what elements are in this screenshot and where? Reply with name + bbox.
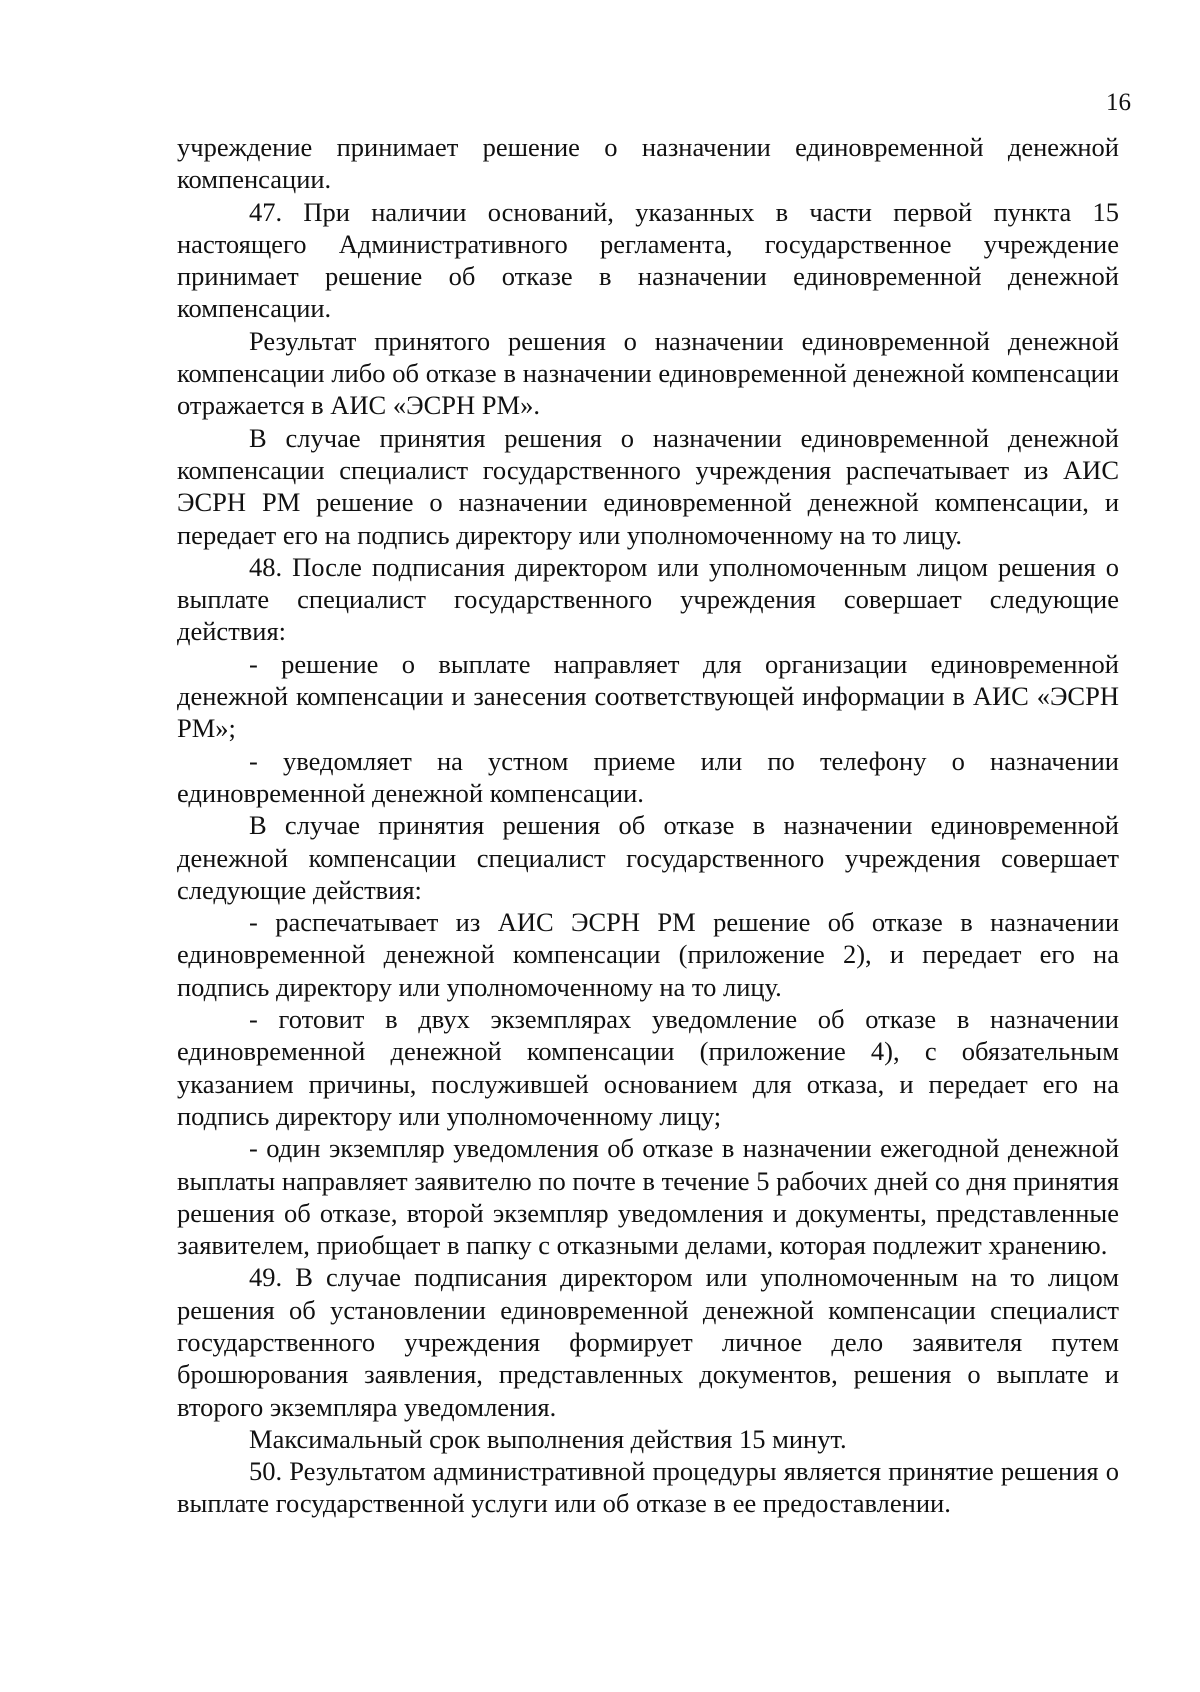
list-item-prepare-notice: - готовит в двух экземплярах уведомление об отказе в назначении единовременной денежной компенсации (приложение 4), с обязательным указанием причины, послужившей основанием для отказа, и передает его на подпись директору или уполномоченному лицу;	[177, 1004, 1119, 1131]
paragraph-continuation: учреждение принимает решение о назначении единовременной денежной компенсации.	[177, 132, 1119, 195]
paragraph-49: 49. В случае подписания директором или уполномоченным на то лицом решения об установлении единовременной денежной компенсации специалист государственного учреждения формирует личное дело заявителя путем брошюрования заявления, представленных документов, решения о выплате и второго экземпляра уведомления.	[177, 1262, 1119, 1422]
paragraph-refusal-case: В случае принятия решения об отказе в назначении единовременной денежной компенсации специалист государственного учреждения совершает следующие действия:	[177, 810, 1119, 905]
paragraph-approval-case: В случае принятия решения о назначении единовременной денежной компенсации специалист государственного учреждения распечатывает из АИС ЭСРН РМ решение о назначении единовременной денежной компенсации, и передает его на подпись директору или уполномоченному на то лицу.	[177, 422, 1119, 550]
page-number: 16	[1106, 89, 1131, 116]
list-item-print-refusal: - распечатывает из АИС ЭСРН РМ решение об отказе в назначении единовременной денежной компенсации (приложение 2), и передает его на подпись директору или уполномоченному на то лицу.	[177, 907, 1119, 1002]
list-item-send-decision: - решение о выплате направляет для организации единовременной денежной компенсации и занесения соответствующей информации в АИС «ЭСРН РМ»;	[177, 648, 1119, 744]
list-item-send-notice: - один экземпляр уведомления об отказе в назначении ежегодной денежной выплаты направляет заявителю по почте в течение 5 рабочих дней со дня принятия решения об отказе, второй экземпляр уведомления и документы, представленные заявителем, приобщает в папку с отказными делами, которая подлежит хранению.	[177, 1133, 1119, 1261]
paragraph-max-duration: Максимальный срок выполнения действия 15 минут.	[249, 1423, 847, 1454]
paragraph-47: 47. При наличии оснований, указанных в части первой пункта 15 настоящего Административного регламента, государственное учреждение принимает решение об отказе в назначении единовременной денежной компенсации.	[177, 196, 1119, 324]
document-body	[177, 131, 1119, 1520]
list-item-notify-applicant: - уведомляет на устном приеме или по телефону о назначении единовременной денежной компенсации.	[177, 745, 1119, 808]
paragraph-50: 50. Результатом административной процедуры является принятие решения о выплате государственной услуги или об отказе в ее предоставлении.	[177, 1456, 1119, 1519]
paragraph-result-recorded: Результат принятого решения о назначении единовременной денежной компенсации либо об отказе в назначении единовременной денежной компенсации отражается в АИС «ЭСРН РМ».	[177, 325, 1119, 421]
paragraph-48: 48. После подписания директором или уполномоченным лицом решения о выплате специалист государственного учреждения совершает следующие действия:	[177, 551, 1119, 647]
